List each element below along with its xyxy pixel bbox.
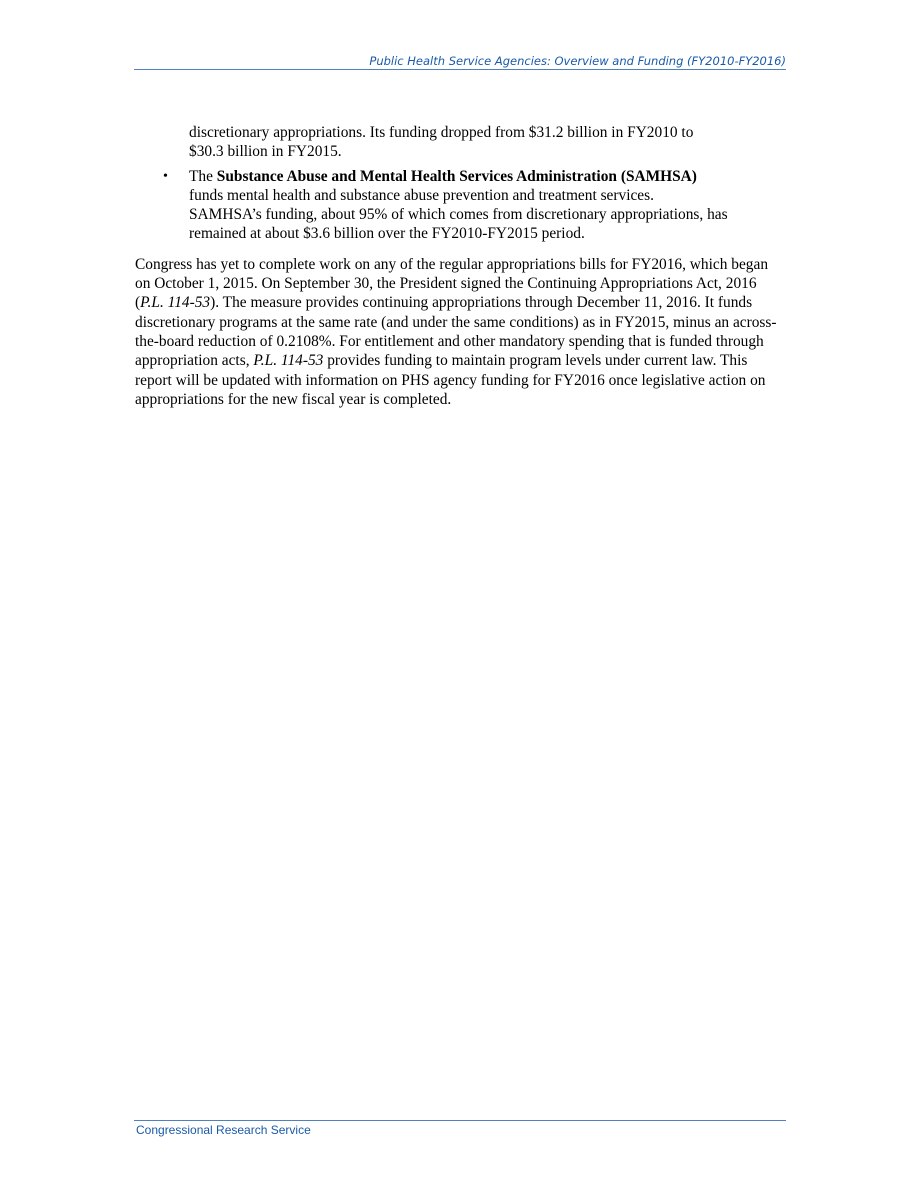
- bullet-text: [189, 168, 728, 243]
- bullet-samhsa: [135, 167, 729, 244]
- page-content: [135, 123, 785, 409]
- agency-name: Substance Abuse and Mental Health Services Administration (SAMHSA): [216, 167, 697, 185]
- public-law-ref: P.L. 114-53: [253, 352, 324, 370]
- appropriations-paragraph: [135, 255, 785, 409]
- paragraph-part-1: Congress has yet to complete work on any of the regular appropriations bills for FY2016, which began on October 1, 2015. On September 30, the President signed the Continuing Appropriations Act, 2016 (: [135, 255, 769, 312]
- continued-bullet-text: discretionary appropriations. Its funding dropped from $31.2 billion in FY2010 to $30.3 billion in FY2015.: [189, 124, 694, 161]
- footer-rule: [134, 1120, 786, 1121]
- footer-publisher: Congressional Research Service: [136, 1123, 311, 1137]
- paragraph-part-3: provides funding to maintain program levels under current law. This report will be updated with information on PHS agency funding for FY2016 once legislative action on appropriations for the new fiscal year is completed.: [135, 352, 766, 408]
- header-rule: [134, 69, 786, 70]
- public-law-ref: P.L. 114-53: [140, 294, 211, 312]
- running-header: Public Health Service Agencies: Overview and Funding (FY2010-FY2016): [369, 54, 786, 68]
- bullet-lead: The: [189, 167, 217, 185]
- paragraph-part-2: ). The measure provides continuing appropriations through December 11, 2016. It funds discretionary programs at the same rate (and under the same conditions) as in FY2015, minus an across-the-board reduction of 0.2108%. For entitlement and other mandatory spending that is funded through appropriation acts,: [135, 294, 777, 370]
- bullet-rest: funds mental health and substance abuse prevention and treatment services. SAMHSA’s funding, about 95% of which comes from discretionary appropriations, has remained at about $3.6 billion over the FY2010-FY2015 period.: [189, 186, 728, 243]
- bullet-icon: •: [163, 168, 168, 184]
